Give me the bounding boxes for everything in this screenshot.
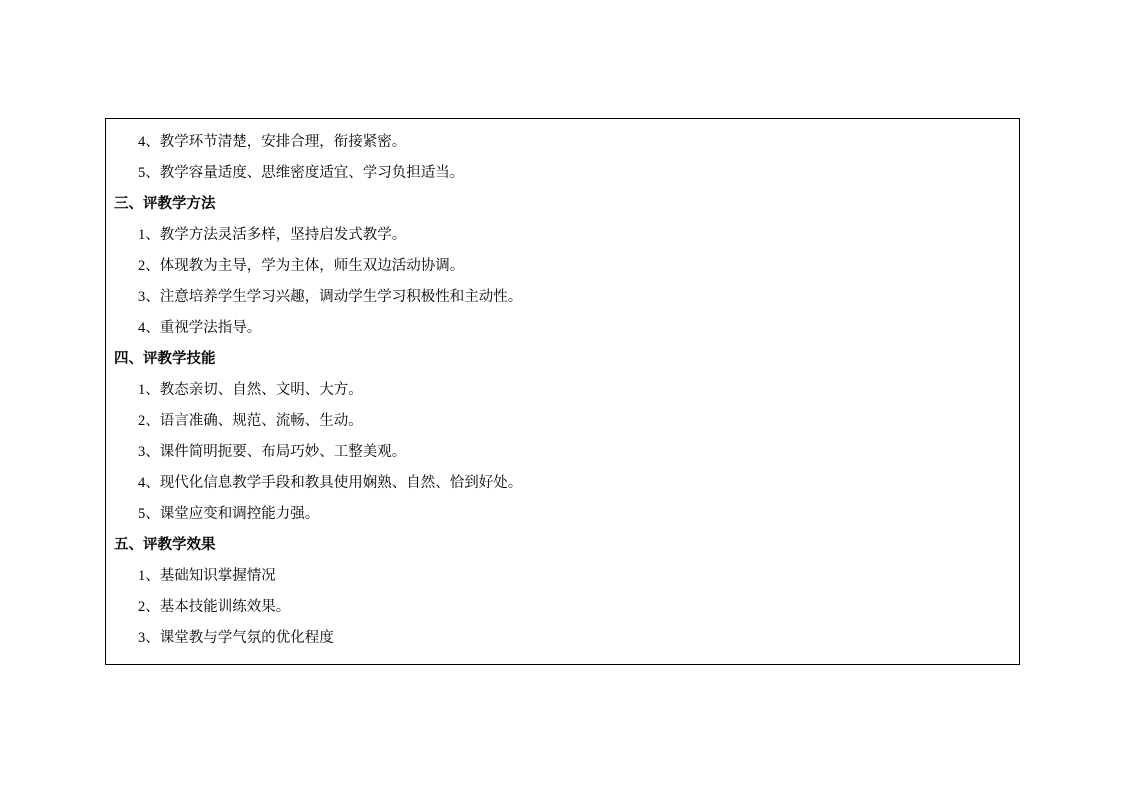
list-item: 1、教学方法灵活多样，坚持启发式教学。 <box>138 227 407 243</box>
list-item: 2、基本技能训练效果。 <box>138 599 291 615</box>
evaluation-criteria-table <box>105 118 1020 665</box>
list-item: 5、教学容量适度、思维密度适宜、学习负担适当。 <box>138 165 465 181</box>
list-item: 5、课堂应变和调控能力强。 <box>138 506 320 522</box>
list-item: 4、现代化信息教学手段和教具使用娴熟、自然、恰到好处。 <box>138 475 523 491</box>
list-item: 2、体现教为主导，学为主体，师生双边活动协调。 <box>138 258 465 274</box>
list-item: 1、基础知识掌握情况 <box>138 568 276 584</box>
list-item: 4、重视学法指导。 <box>138 320 262 336</box>
list-item: 3、注意培养学生学习兴趣，调动学生学习积极性和主动性。 <box>138 289 523 305</box>
table-cell-content <box>106 119 1019 664</box>
section-heading: 三、评教学方法 <box>114 196 216 212</box>
section-heading: 五、评教学效果 <box>114 537 216 553</box>
section-heading: 四、评教学技能 <box>114 351 216 367</box>
list-item: 2、语言准确、规范、流畅、生动。 <box>138 413 363 429</box>
list-item: 3、课件简明扼要、布局巧妙、工整美观。 <box>138 444 407 460</box>
list-item: 1、教态亲切、自然、文明、大方。 <box>138 382 363 398</box>
list-item: 3、课堂教与学气氛的优化程度 <box>138 630 334 646</box>
list-item: 4、教学环节清楚，安排合理，衔接紧密。 <box>138 134 407 150</box>
